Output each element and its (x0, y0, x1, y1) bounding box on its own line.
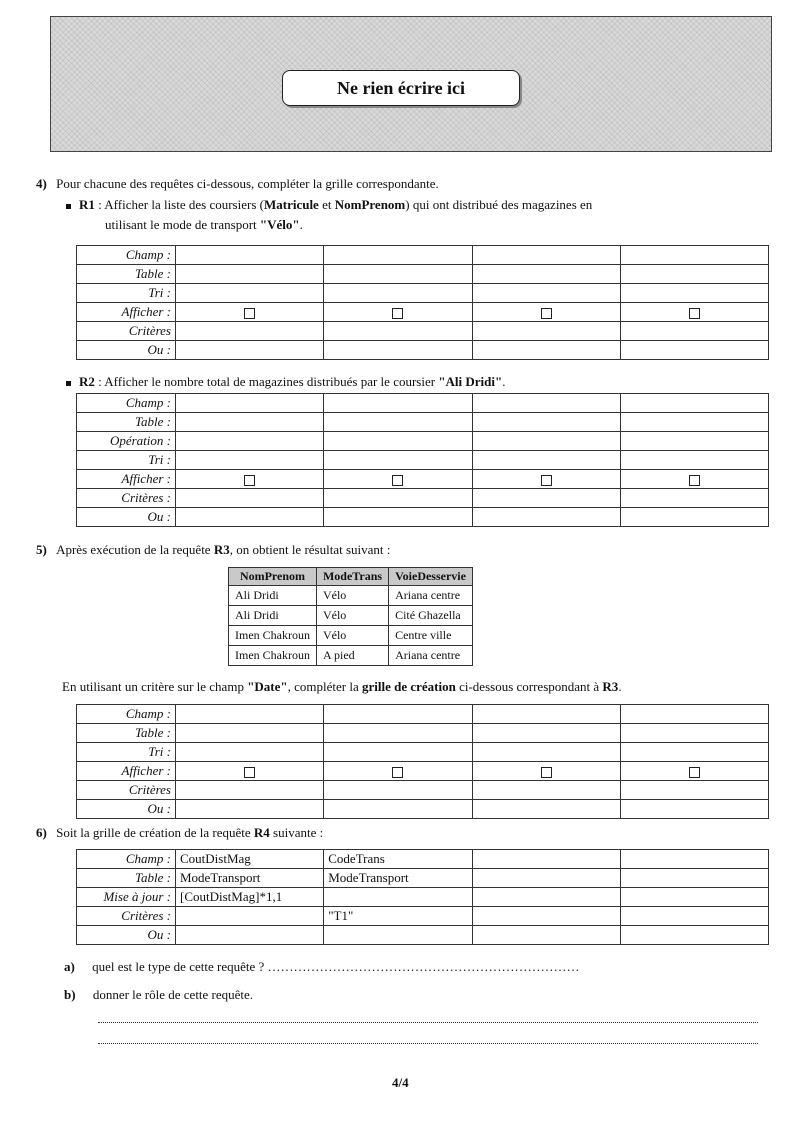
show-cell[interactable] (472, 303, 620, 322)
checkbox-icon[interactable] (689, 767, 700, 778)
grid-cell (176, 926, 324, 945)
grid-cell[interactable] (620, 265, 768, 284)
grid-cell[interactable] (176, 489, 324, 508)
grid-cell[interactable] (620, 322, 768, 341)
show-cell[interactable] (620, 470, 768, 489)
grid-cell[interactable] (472, 451, 620, 470)
checkbox-icon[interactable] (392, 767, 403, 778)
part-label: a) (64, 959, 75, 974)
emphasis: grille de création (361, 679, 456, 694)
table-cell: Vélo (316, 626, 388, 646)
checkbox-icon[interactable] (244, 475, 255, 486)
grid-cell (620, 850, 768, 869)
grid-cell[interactable] (472, 724, 620, 743)
page-number: 4/4 (392, 1075, 409, 1090)
field-name: NomPrenom (334, 197, 406, 212)
grid-cell[interactable] (324, 413, 472, 432)
grid-row (77, 303, 769, 322)
row-label: Table : (77, 265, 176, 284)
grid-cell[interactable] (176, 394, 324, 413)
grid-cell[interactable] (472, 432, 620, 451)
show-cell[interactable] (620, 303, 768, 322)
grid-cell[interactable] (176, 413, 324, 432)
grid-cell[interactable] (176, 432, 324, 451)
row-label: Opération : (77, 432, 176, 451)
grid-cell[interactable] (472, 743, 620, 762)
r1-statement (66, 196, 592, 213)
question-number: 4) (36, 176, 47, 191)
grid-cell[interactable] (472, 394, 620, 413)
grid-cell[interactable] (324, 800, 472, 819)
question-number: 5) (36, 542, 47, 557)
grid-cell[interactable] (324, 394, 472, 413)
checkbox-icon[interactable] (392, 475, 403, 486)
grid-cell (620, 907, 768, 926)
result-header-row (229, 568, 473, 586)
grid-cell[interactable] (472, 341, 620, 360)
grid-cell: ModeTransport (176, 869, 324, 888)
show-cell[interactable] (324, 470, 472, 489)
grid-cell[interactable] (472, 284, 620, 303)
table-row (229, 646, 473, 666)
show-cell[interactable] (472, 762, 620, 781)
row-label: Ou : (77, 800, 176, 819)
row-label: Mise à jour : (77, 888, 176, 907)
query-grid-r2 (76, 393, 769, 527)
row-label: Afficher : (77, 470, 176, 489)
question-6 (36, 824, 323, 841)
row-label: Champ : (77, 246, 176, 265)
table-cell: Ali Dridi (229, 606, 317, 626)
grid-cell: [CoutDistMag]*1,1 (176, 888, 324, 907)
grid-cell (472, 850, 620, 869)
grid-cell[interactable] (620, 284, 768, 303)
text-part: suivante : (269, 825, 324, 840)
row-label: Champ : (77, 705, 176, 724)
grid-row (77, 724, 769, 743)
grid-row (77, 432, 769, 451)
grid-row (77, 451, 769, 470)
part-label: b) (64, 987, 76, 1002)
grid-cell[interactable] (324, 489, 472, 508)
text-part: ) qui ont distribué des magazines en (405, 197, 593, 212)
grid-cell[interactable] (324, 246, 472, 265)
text-part: ci-dessous correspondant à (455, 679, 603, 694)
row-label: Table : (77, 869, 176, 888)
grid-cell[interactable] (620, 508, 768, 527)
grid-row (77, 265, 769, 284)
grid-cell[interactable] (324, 322, 472, 341)
part-text: donner le rôle de cette requête. (92, 987, 254, 1002)
grid-cell[interactable] (176, 724, 324, 743)
table-cell: A pied (316, 646, 388, 666)
criteria-value: "Vélo" (259, 217, 300, 232)
grid-cell[interactable] (176, 705, 324, 724)
grid-cell[interactable] (176, 341, 324, 360)
query-grid-r1 (76, 245, 769, 360)
grid-cell[interactable] (472, 489, 620, 508)
row-label: Critères (77, 322, 176, 341)
grid-row (77, 869, 769, 888)
grid-cell (620, 888, 768, 907)
grid-cell[interactable] (324, 341, 472, 360)
result-table (228, 567, 473, 666)
grid-row (77, 926, 769, 945)
checkbox-icon[interactable] (541, 767, 552, 778)
row-label: Champ : (77, 394, 176, 413)
grid-cell[interactable] (324, 432, 472, 451)
table-cell: Cité Ghazella (389, 606, 473, 626)
row-label: Table : (77, 724, 176, 743)
grid-cell[interactable] (472, 246, 620, 265)
grid-cell[interactable] (620, 413, 768, 432)
grid-cell[interactable] (176, 508, 324, 527)
checkbox-icon[interactable] (244, 767, 255, 778)
grid-row (77, 743, 769, 762)
checkbox-icon[interactable] (541, 308, 552, 319)
q6-part-a (64, 958, 580, 975)
grid-cell[interactable] (324, 724, 472, 743)
grid-row (77, 508, 769, 527)
grid-cell[interactable] (324, 451, 472, 470)
grid-cell[interactable] (620, 781, 768, 800)
table-cell: Vélo (316, 586, 388, 606)
grid-cell[interactable] (176, 451, 324, 470)
checkbox-icon[interactable] (541, 475, 552, 486)
grid-cell[interactable] (472, 705, 620, 724)
grid-cell[interactable] (472, 800, 620, 819)
column-header: VoieDesservie (389, 568, 473, 586)
grid-row (77, 489, 769, 508)
grid-row (77, 470, 769, 489)
grid-cell[interactable] (472, 265, 620, 284)
row-label: Afficher : (77, 303, 176, 322)
show-cell[interactable] (176, 470, 324, 489)
grid-cell[interactable] (176, 322, 324, 341)
answer-line[interactable] (98, 1042, 758, 1044)
q5-instruction (62, 678, 622, 695)
text-part: En utilisant un critère sur le champ (62, 679, 248, 694)
grid-cell[interactable] (620, 341, 768, 360)
r2-statement (66, 373, 505, 390)
table-row (229, 606, 473, 626)
text-part: , on obtient le résultat suivant : (229, 542, 391, 557)
text-part: . (502, 374, 506, 389)
table-cell: Ariana centre (389, 646, 473, 666)
text-part: : Afficher le nombre total de magazines distribués par le coursier (94, 374, 439, 389)
grid-row (77, 341, 769, 360)
r1-statement-line2 (105, 216, 303, 233)
grid-cell (176, 907, 324, 926)
row-label: Critères : (77, 489, 176, 508)
row-label: Tri : (77, 451, 176, 470)
grid-cell (472, 907, 620, 926)
show-cell[interactable] (620, 762, 768, 781)
grid-row (77, 322, 769, 341)
grid-cell[interactable] (324, 508, 472, 527)
grid-row (77, 246, 769, 265)
grid-row (77, 762, 769, 781)
grid-cell[interactable] (472, 781, 620, 800)
grid-cell[interactable] (324, 284, 472, 303)
text-part: Après exécution de la requête (56, 542, 214, 557)
grid-row (77, 413, 769, 432)
grid-row (77, 781, 769, 800)
text-part: utilisant le mode de transport (105, 217, 260, 232)
grid-cell (620, 869, 768, 888)
grid-cell[interactable] (324, 743, 472, 762)
grid-cell[interactable] (620, 724, 768, 743)
grid-cell[interactable] (620, 451, 768, 470)
show-cell[interactable] (176, 762, 324, 781)
grid-cell (472, 869, 620, 888)
row-label: Ou : (77, 508, 176, 527)
part-text: quel est le type de cette requête ? ……………………………………………………………… (92, 959, 580, 974)
grid-row (77, 907, 769, 926)
table-cell: Imen Chakroun (229, 626, 317, 646)
row-label: Champ : (77, 850, 176, 869)
row-label: Tri : (77, 743, 176, 762)
grid-cell[interactable] (472, 322, 620, 341)
field-name: "Date" (247, 679, 288, 694)
bullet-icon (66, 381, 71, 386)
grid-cell[interactable] (620, 246, 768, 265)
question-5 (36, 541, 390, 558)
query-grid-r4 (76, 849, 769, 945)
question-number: 6) (36, 825, 47, 840)
show-cell[interactable] (472, 470, 620, 489)
grid-cell[interactable] (620, 489, 768, 508)
field-name: Matricule (263, 197, 319, 212)
grid-cell[interactable] (176, 246, 324, 265)
row-label: Ou : (77, 926, 176, 945)
grid-row (77, 800, 769, 819)
grid-cell[interactable] (176, 800, 324, 819)
table-row (229, 626, 473, 646)
column-header: NomPrenom (229, 568, 317, 586)
row-label: Ou : (77, 341, 176, 360)
grid-cell[interactable] (620, 432, 768, 451)
grid-cell[interactable] (620, 743, 768, 762)
table-cell: Imen Chakroun (229, 646, 317, 666)
grid-cell[interactable] (176, 781, 324, 800)
row-label: Table : (77, 413, 176, 432)
grid-cell[interactable] (176, 265, 324, 284)
grid-row (77, 284, 769, 303)
show-cell[interactable] (324, 303, 472, 322)
grid-cell[interactable] (472, 413, 620, 432)
request-id: R2 (79, 374, 95, 389)
show-cell[interactable] (324, 762, 472, 781)
grid-cell: CodeTrans (324, 850, 472, 869)
reserved-notice: Ne rien écrire ici (282, 70, 520, 106)
text-part: et (318, 197, 335, 212)
table-row (229, 586, 473, 606)
request-id: R4 (253, 825, 270, 840)
query-grid-r3 (76, 704, 769, 819)
grid-cell[interactable] (176, 743, 324, 762)
checkbox-icon[interactable] (689, 308, 700, 319)
checkbox-icon[interactable] (244, 308, 255, 319)
row-label: Critères (77, 781, 176, 800)
text-part: Soit la grille de création de la requête (56, 825, 254, 840)
row-label: Afficher : (77, 762, 176, 781)
grid-cell[interactable] (472, 508, 620, 527)
grid-row (77, 394, 769, 413)
grid-row (77, 705, 769, 724)
grid-cell[interactable] (324, 781, 472, 800)
table-cell: Ali Dridi (229, 586, 317, 606)
table-cell: Vélo (316, 606, 388, 626)
grid-cell[interactable] (324, 705, 472, 724)
grid-cell: CoutDistMag (176, 850, 324, 869)
question-text: Pour chacune des requêtes ci-dessous, compléter la grille correspondante. (56, 176, 439, 191)
show-cell[interactable] (176, 303, 324, 322)
grid-cell[interactable] (620, 705, 768, 724)
grid-row (77, 888, 769, 907)
column-header: ModeTrans (316, 568, 388, 586)
grid-cell[interactable] (620, 394, 768, 413)
row-label: Tri : (77, 284, 176, 303)
text-part: , compléter la (287, 679, 362, 694)
checkbox-icon[interactable] (689, 475, 700, 486)
row-label: Critères : (77, 907, 176, 926)
table-cell: Centre ville (389, 626, 473, 646)
text-part: . (618, 679, 622, 694)
grid-cell (472, 888, 620, 907)
grid-row (77, 850, 769, 869)
grid-cell[interactable] (176, 284, 324, 303)
bullet-icon (66, 204, 71, 209)
grid-cell: "T1" (324, 907, 472, 926)
question-4 (36, 175, 439, 192)
grid-cell (324, 926, 472, 945)
answer-line[interactable] (98, 1021, 758, 1023)
text-part: . (299, 217, 303, 232)
grid-cell (620, 926, 768, 945)
grid-cell[interactable] (324, 265, 472, 284)
criteria-value: "Ali Dridi" (438, 374, 503, 389)
checkbox-icon[interactable] (392, 308, 403, 319)
request-id: R3 (213, 542, 230, 557)
request-id: R1 (79, 197, 95, 212)
table-cell: Ariana centre (389, 586, 473, 606)
request-id: R3 (602, 679, 619, 694)
grid-cell (472, 926, 620, 945)
grid-cell: ModeTransport (324, 869, 472, 888)
grid-cell (324, 888, 472, 907)
text-part: : Afficher la liste des coursiers ( (94, 197, 264, 212)
grid-cell[interactable] (620, 800, 768, 819)
q6-part-b (64, 986, 253, 1003)
